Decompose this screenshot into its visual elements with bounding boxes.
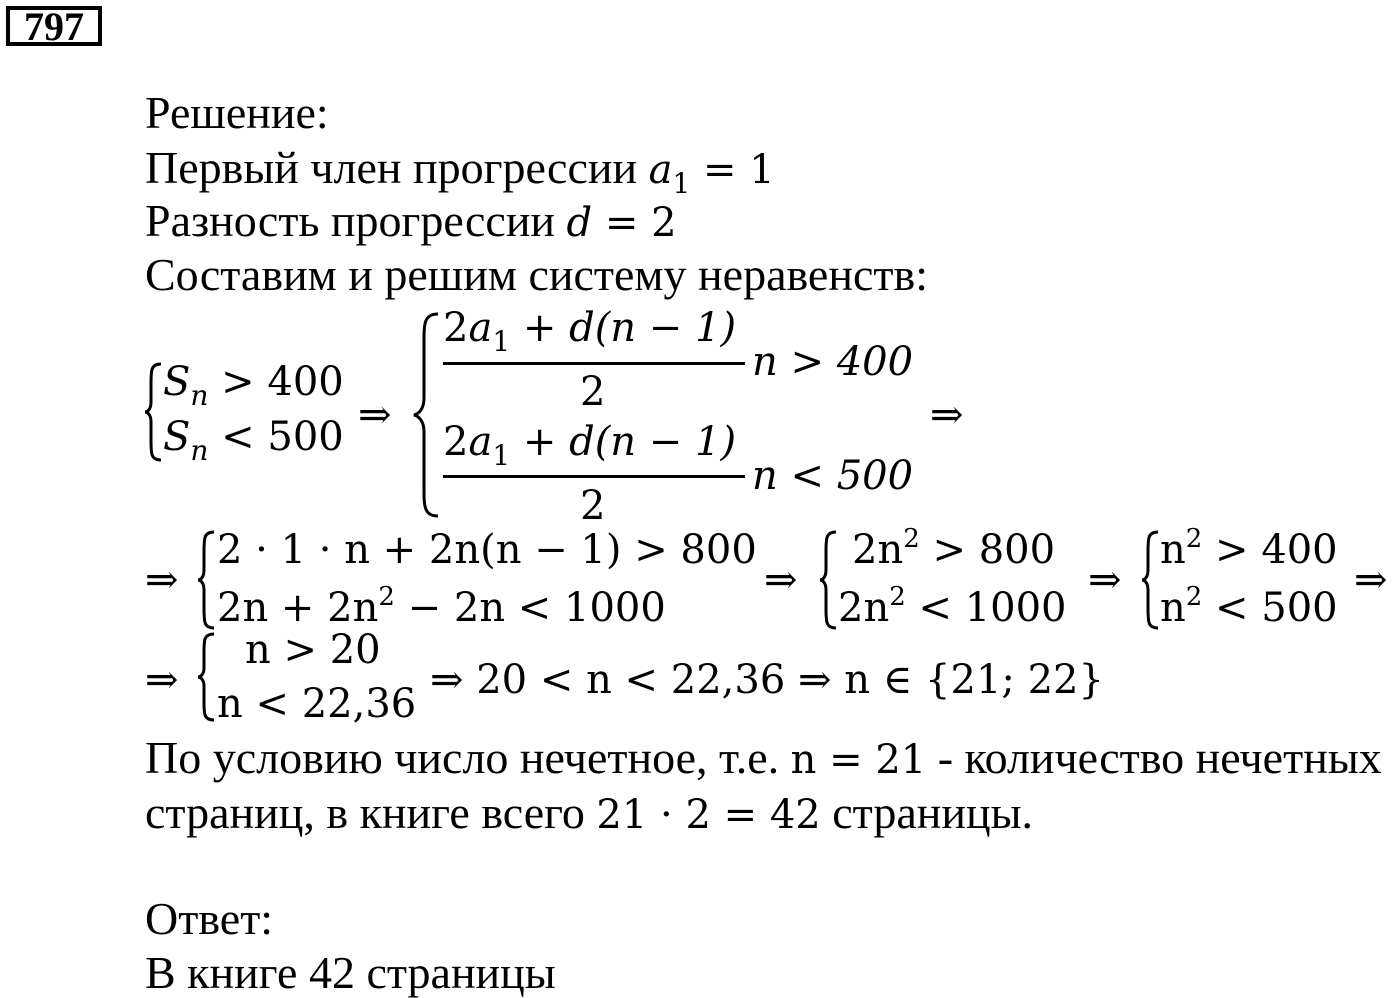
first-term-text: Первый член прогрессии (145, 142, 649, 193)
implies-arrow-6: ⇒ (145, 657, 179, 703)
first-term-line (145, 142, 775, 200)
problem-number: 797 (6, 6, 102, 46)
solution-label: Решение: (145, 87, 329, 138)
implies-arrow-3: ⇒ (764, 557, 798, 603)
answer-label: Ответ: (145, 893, 274, 944)
system-a-row2: $2n + 2n^2 - 2n < 1000$ (217, 582, 666, 631)
system-b-row1: $2n^2 > 800$ (852, 524, 1056, 573)
fraction1-bar (443, 362, 745, 365)
large-brace (412, 312, 442, 518)
difference-text: Разность прогрессии (145, 195, 567, 246)
implies-arrow-5: ⇒ (1354, 557, 1388, 603)
interval-result: ⇒ 20 < n < 22,36 ⇒ n ∈ {21; 22} (430, 657, 1104, 703)
fraction2-relation: n < 500 (752, 453, 914, 499)
implies-arrow: ⇒ (358, 392, 392, 438)
system-d-row1: n > 20 (245, 627, 381, 673)
first-term-value: = 1 (690, 147, 775, 193)
first-term-sub: 1 (672, 167, 691, 200)
brace-a (198, 530, 218, 630)
brace-c (1142, 530, 1162, 630)
left-brace (145, 362, 165, 462)
fraction1-numerator: $2a_1 + d(n - 1)$ (443, 305, 737, 358)
system-intro: Составим и решим систему неравенств: (145, 249, 928, 300)
conclusion-line2: страниц, в книге всего 21 · 2 = 42 страницы. (145, 787, 1034, 838)
fraction2-bar (443, 475, 745, 478)
difference-value: = 2 (592, 200, 677, 246)
fraction1-relation: n > 400 (752, 339, 914, 385)
first-term-var: a (648, 147, 673, 193)
answer-text: В книге 42 страницы (145, 947, 556, 998)
implies-arrow-end: ⇒ (930, 392, 964, 438)
sn-gt-400: $S_n > 400$ (163, 359, 344, 412)
brace-d (198, 632, 218, 722)
conclusion-line1: По условию число нечетное, т.е. n = 21 - количество нечетных (145, 732, 1382, 783)
system-d-row2: n < 22,36 (217, 681, 417, 727)
implies-arrow-2: ⇒ (145, 557, 179, 603)
fraction2-denominator: 2 (580, 483, 606, 529)
system-c-row2: $n^2 < 500$ (1160, 582, 1338, 631)
system-b-row2: $2n^2 < 1000$ (838, 582, 1067, 631)
sn-lt-500: $S_n < 500$ (163, 414, 344, 467)
difference-line (145, 195, 677, 246)
fraction1-denominator: 2 (580, 369, 606, 415)
brace-b (820, 530, 840, 630)
system-c-row1: $n^2 > 400$ (1160, 524, 1338, 573)
system-a-row1: 2 · 1 · n + 2n(n − 1) > 800 (217, 527, 757, 573)
implies-arrow-4: ⇒ (1088, 557, 1122, 603)
difference-var: d (566, 200, 593, 246)
fraction2-numerator: $2a_1 + d(n - 1)$ (443, 419, 737, 472)
